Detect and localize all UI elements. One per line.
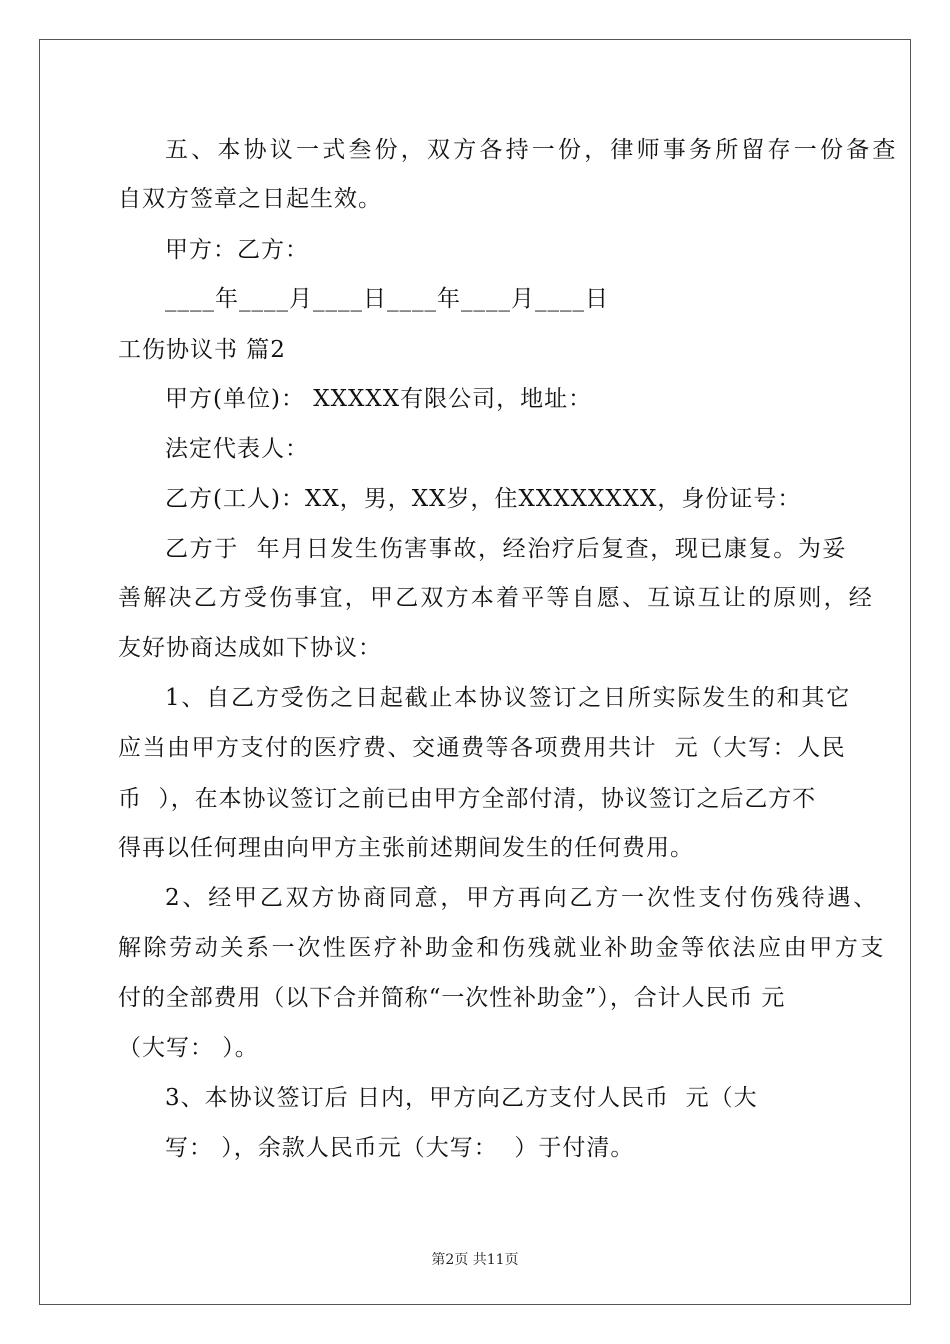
section-heading: 工伤协议书 篇2 [118, 337, 286, 363]
clause-2-line: 2、经甲乙双方协商同意，甲方再向乙方一次性支付伤残待遇、 [165, 885, 880, 911]
clause-1-line: 币 ），在本协议签订之前已由甲方全部付清，协议签订之后乙方不 [118, 786, 817, 812]
party-a-line: 甲方(单位)： XXXXX有限公司，地址： [165, 386, 593, 412]
page-border [39, 39, 911, 1305]
clause-2-line: 解除劳动关系一次性医疗补助金和伤残就业补助金等依法应由甲方支 [118, 935, 886, 961]
clause-1-line: 应当由甲方支付的医疗费、交通费等各项费用共计 元（大写：人民 [118, 735, 847, 761]
clause-2-line: 付的全部费用（以下合并简称“一次性补助金”），合计人民币 元 [118, 985, 786, 1011]
paragraph-line: 乙方于 年月日发生伤害事故，经治疗后复查，现已康复。为妥 [165, 536, 848, 562]
clause-3-line: 3、本协议签订后 日内，甲方向乙方支付人民币 元（大 [165, 1085, 758, 1111]
party-b-line: 乙方(工人)：XX，男，XX岁，住XXXXXXXX，身份证号： [165, 486, 802, 512]
paragraph-line: 友好协商达成如下协议： [118, 635, 382, 661]
legal-representative-line: 法定代表人： [165, 436, 309, 462]
clause-2-line: （大写： ）。 [118, 1035, 259, 1061]
paragraph-line: 善解决乙方受伤事宜，甲乙双方本着平等自愿、互谅互让的原则，经 [118, 585, 874, 611]
signature-parties: 甲方：乙方： [165, 237, 309, 263]
signature-dates: ____年____月____日____年____月____日 [165, 286, 609, 312]
clause-1-line: 得再以任何理由向甲方主张前述期间发生的任何费用。 [118, 835, 694, 861]
clause-3-line: 写： ），余款人民币元（大写： ）于付清。 [165, 1135, 635, 1161]
paragraph-line: 五、本协议一式叁份，双方各持一份，律师事务所留存一份备查 [165, 137, 899, 163]
paragraph-line: 自双方签章之日起生效。 [118, 186, 382, 212]
clause-1-line: 1、自乙方受伤之日起截止本协议签订之日所实际发生的和其它 [165, 685, 852, 711]
page-number: 第2页 共11页 [431, 1252, 519, 1268]
